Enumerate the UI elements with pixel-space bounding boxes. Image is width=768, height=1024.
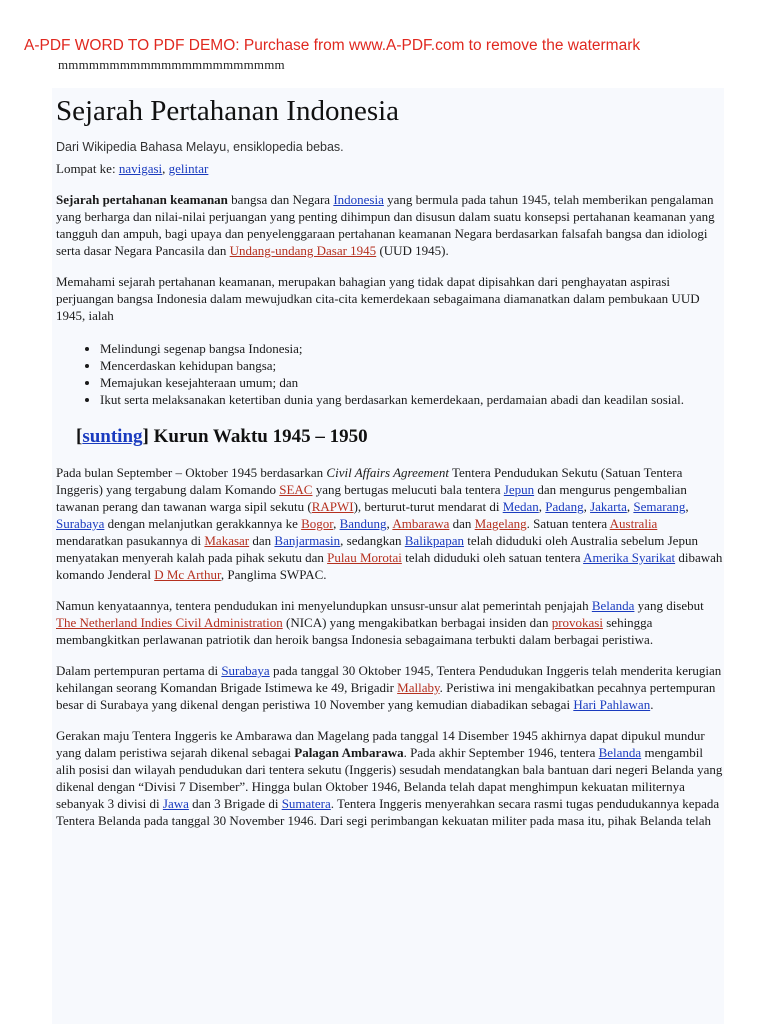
text-run: mendaratkan pasukannya di — [56, 533, 205, 548]
jump-links — [56, 160, 724, 177]
link-seac[interactable]: SEAC — [279, 482, 313, 497]
jump-prefix: Lompat ke: — [56, 161, 119, 176]
link-jakarta[interactable]: Jakarta — [590, 499, 627, 514]
list-item: • Mencerdaskan kehidupan bangsa; — [100, 357, 724, 374]
text-run: . Tentera Inggeris menyerahkan secara rasmi tugas pendudukannya kepada Tentera Belanda pada tanggal 30 November 1946. Dari segi perimbangan kekuatan militer pada masa itu, pihak Belanda telah — [56, 796, 720, 828]
link-belanda-2[interactable]: Belanda — [598, 745, 642, 760]
text-run: . Peristiwa ini mengakibatkan pecahnya pertempuran besar di Surabaya yang dikenal dengan peristiwa 10 November yang kemudian diabadikan sebagai — [56, 680, 716, 712]
text-run: . — [650, 697, 654, 712]
link-uud-1945[interactable]: Undang-undang Dasar 1945 — [229, 243, 377, 258]
intro-paragraph — [56, 191, 724, 259]
link-mallaby[interactable]: Mallaby — [397, 680, 440, 695]
text-run: , Panglima SWPAC. — [220, 567, 327, 582]
text-run: , sedangkan — [340, 533, 405, 548]
paragraph-sekutu — [56, 464, 724, 583]
text-run: yang bermula pada tahun 1945, telah memberikan pengalaman yang berharga dan nilai-nilai perjuangan yang penting dihimpun dan disusun dalam suatu konsepsi pertahanan keamanan yang tangguh dan ampuh, bagi upaya dan penyelenggaraan pertahanan keamanan Negara berdasarkan falsafah bangsa dan idiologi serta dasar Negara Pancasila dan — [56, 192, 715, 258]
link-ambarawa[interactable]: Ambarawa — [392, 516, 450, 531]
text-run: Namun kenyataannya, tentera pendudukan ini menyelundupkan unsusr-unsur alat pemerintah penjajah — [56, 598, 592, 613]
jump-separator: , — [162, 161, 169, 176]
text-run: dan — [449, 516, 475, 531]
link-sumatera[interactable]: Sumatera — [281, 796, 331, 811]
watermark-banner: A-PDF WORD TO PDF DEMO: Purchase from www.A-PDF.com to remove the watermark — [24, 37, 641, 54]
text-run: , — [333, 516, 340, 531]
text-run: telah diduduki oleh satuan tentera — [401, 550, 584, 565]
link-provokasi[interactable]: provokasi — [551, 615, 603, 630]
text-run: Pada bulan September – Oktober 1945 berdasarkan — [56, 465, 327, 480]
section-heading — [76, 424, 724, 450]
edit-section-link[interactable]: sunting — [82, 426, 143, 447]
link-rapwi[interactable]: RAPWI — [311, 499, 354, 514]
link-magelang[interactable]: Magelang — [474, 516, 527, 531]
text-run: Dalam pertempuran pertama di — [56, 663, 222, 678]
link-bandung[interactable]: Bandung — [339, 516, 387, 531]
list-item: • Ikut serta melaksanakan ketertiban dunia yang berdasarkan kemerdekaan, perdamaian abadi dan keadilan sosial. — [100, 391, 724, 408]
text-run: . Satuan tentera — [526, 516, 610, 531]
text-run: dibawah komando Jenderal — [56, 550, 723, 582]
text-run: Tentera Pendudukan Sekutu (Satuan Tentera Inggeris) yang tergabung dalam Komando — [56, 465, 683, 497]
link-medan[interactable]: Medan — [502, 499, 539, 514]
link-jepun[interactable]: Jepun — [503, 482, 535, 497]
list-item: • Melindungi segenap bangsa Indonesia; — [100, 340, 724, 357]
link-makasar[interactable]: Makasar — [204, 533, 250, 548]
paragraph-nica — [56, 597, 724, 648]
link-balikpapan[interactable]: Balikpapan — [404, 533, 464, 548]
text-run: ), berturut-turut mendarat di — [353, 499, 503, 514]
jump-navigation-link[interactable]: navigasi — [118, 161, 163, 176]
link-nica[interactable]: The Netherland Indies Civil Administration — [56, 615, 283, 630]
article-content — [52, 88, 724, 1024]
stray-text-line: mmmmmmmmmmmmmmmmmmmmmm — [58, 57, 285, 72]
link-indonesia[interactable]: Indonesia — [333, 192, 384, 207]
text-run: mengambil alih posisi dan wilayah pendudukan dari tentera sekutu (Inggeris) sesudah mendatangkan bala bantuan dari negeri Belanda yang dikenal dengan “Divisi 7 Disember”. Hingga bulan Oktober 1946, Belanda telah dapat menghimpun kekuatan militernya sebanyak 3 divisi di — [56, 745, 723, 811]
text-run: pada tanggal 30 Oktober 1945, Tentera Pendudukan Inggeris telah menderita kerugian kehilangan seorang Komandan Brigade Istimewa ke 49, Brigadir — [56, 663, 722, 695]
source-note: Dari Wikipedia Bahasa Melayu, ensiklopedia bebas. — [56, 140, 344, 154]
text-run: (UUD 1945). — [376, 243, 449, 258]
text-run: , — [538, 499, 546, 514]
text-run: yang bertugas melucuti bala tentera — [312, 482, 504, 497]
link-jawa[interactable]: Jawa — [162, 796, 189, 811]
link-hari-pahlawan[interactable]: Hari Pahlawan — [573, 697, 651, 712]
text-run: , — [386, 516, 393, 531]
text-run: telah diduduki oleh Australia sebelum Jepun menyatakan menyerah kalah pada pihak sekutu dan — [56, 533, 698, 565]
text-run: (NICA) yang mengakibatkan berbagai insiden dan — [282, 615, 552, 630]
text-run: yang disebut — [634, 598, 704, 613]
text-run: , — [583, 499, 591, 514]
bold-term: Palagan Ambarawa — [294, 745, 404, 760]
bracket-open: [ — [76, 426, 83, 447]
paragraph-surabaya — [56, 662, 724, 713]
link-bogor[interactable]: Bogor — [301, 516, 334, 531]
text-run: , — [626, 499, 634, 514]
link-pulau-morotai[interactable]: Pulau Morotai — [327, 550, 402, 565]
link-semarang[interactable]: Semarang — [633, 499, 686, 514]
paragraph-ambarawa — [56, 727, 724, 829]
link-mc-arthur[interactable]: D Mc Arthur — [154, 567, 221, 582]
italic-term: Civil Affairs Agreement — [326, 465, 449, 480]
link-padang[interactable]: Padang — [545, 499, 584, 514]
text-run: Gerakan maju Tentera Inggeris ke Ambarawa dan Magelang pada tanggal 14 Disember 1945 akhirnya dapat dipukul mundur yang dalam peristiwa sejarah dikenal sebagai — [56, 728, 705, 760]
text-run: bangsa dan Negara — [227, 192, 334, 207]
text-run: . Pada akhir September 1946, tentera — [403, 745, 599, 760]
intro-bold-term: Sejarah pertahanan keamanan — [56, 192, 228, 207]
text-run: dan mengurus pengembalian tawanan perang dan tawanan warga sipil sekutu ( — [56, 482, 687, 514]
list-item: • Memajukan kesejahteraan umum; dan — [100, 374, 724, 391]
text-run: dan — [249, 533, 275, 548]
link-belanda[interactable]: Belanda — [591, 598, 635, 613]
link-surabaya[interactable]: Surabaya — [56, 516, 105, 531]
text-run: dan 3 Brigade di — [188, 796, 282, 811]
link-banjarmasin[interactable]: Banjarmasin — [274, 533, 341, 548]
bracket-close: ] — [142, 426, 149, 447]
text-run: dengan melanjutkan gerakkannya ke — [104, 516, 302, 531]
paragraph-aspirasi: Memahami sejarah pertahanan keamanan, merupakan bahagian yang tidak dapat dipisahkan dari penghayatan aspirasi perjuangan bangsa Indonesia dalam mewujudkan cita-cita kemerdekaan sebagaimana diamanatkan dalam pembukaan UUD 1945, ialah — [56, 274, 700, 323]
goals-list — [56, 340, 724, 408]
text-run: sehingga membangkitkan perlawanan patriotik dan heroik bangsa Indonesia sebagaimana terbukti dalam berbagai peristiwa. — [56, 615, 654, 647]
link-amerika-syarikat[interactable]: Amerika Syarikat — [583, 550, 676, 565]
page-title: Sejarah Pertahanan Indonesia — [56, 95, 400, 127]
link-surabaya-2[interactable]: Surabaya — [221, 663, 270, 678]
jump-search-link[interactable]: gelintar — [168, 161, 209, 176]
link-australia[interactable]: Australia — [609, 516, 658, 531]
section-title: Kurun Waktu 1945 – 1950 — [148, 426, 368, 447]
text-run: , — [685, 499, 689, 514]
